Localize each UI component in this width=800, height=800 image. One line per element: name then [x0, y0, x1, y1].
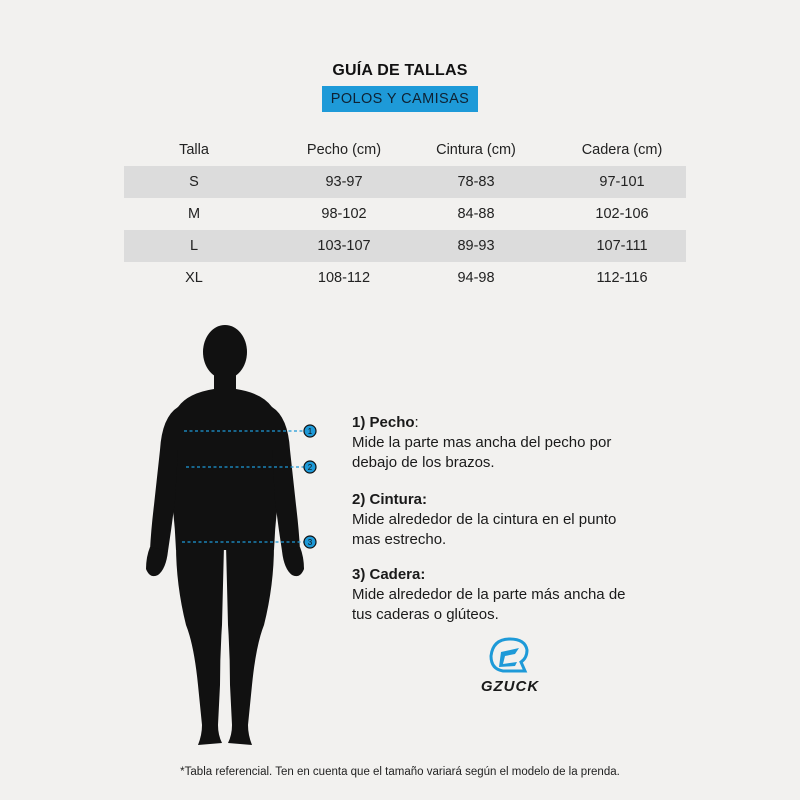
column-header-hip: Cadera (cm)	[581, 142, 663, 158]
marker-1	[304, 425, 316, 437]
waist-cell: 94-98	[457, 270, 495, 286]
waist-cell: 84-88	[457, 206, 495, 222]
instruction-text: Mide la parte mas ancha del pecho por	[352, 434, 612, 451]
instruction-text: debajo de los brazos.	[352, 454, 495, 471]
body-silhouette	[140, 325, 330, 755]
waist-cell: 89-93	[457, 238, 495, 254]
instruction-waist	[352, 490, 616, 550]
table-row	[124, 166, 686, 198]
instruction-chest	[352, 413, 611, 473]
size-table	[124, 134, 686, 294]
table-row	[124, 262, 686, 294]
gzuck-logo-icon	[455, 636, 565, 696]
logo-emblem	[491, 639, 527, 671]
size-cell: XL	[185, 270, 203, 286]
instruction-text: mas estrecho.	[352, 531, 447, 548]
marker-label: 2	[307, 463, 313, 472]
marker-3	[304, 536, 316, 548]
size-cell: L	[189, 238, 199, 254]
column-header-chest: Pecho (cm)	[306, 142, 382, 158]
table-header-row	[124, 134, 686, 166]
marker-2	[304, 461, 316, 473]
hip-cell: 97-101	[599, 174, 645, 190]
instruction-heading: 3) Cadera:	[352, 566, 426, 583]
size-cell: S	[189, 174, 199, 190]
table-row	[124, 230, 686, 262]
column-header-waist: Cintura (cm)	[436, 142, 516, 158]
chest-cell: 93-97	[325, 174, 363, 190]
instruction-hip	[352, 565, 626, 625]
category-banner: POLOS Y CAMISAS	[322, 86, 478, 112]
instruction-text: Mide alrededor de la cintura en el punto	[352, 511, 617, 528]
chest-cell: 98-102	[321, 206, 367, 222]
waist-cell: 78-83	[457, 174, 495, 190]
chest-cell: 108-112	[317, 270, 371, 286]
instruction-heading: 1) Pecho	[352, 414, 415, 431]
instruction-heading: 2) Cintura:	[352, 491, 427, 508]
disclaimer-footnote: *Tabla referencial. Ten en cuenta que el tamaño variará según el modelo de la prenda.	[180, 766, 620, 778]
brand-name: GZUCK	[480, 678, 540, 695]
hip-cell: 102-106	[595, 206, 649, 222]
marker-label: 1	[307, 427, 313, 436]
hip-cell: 107-111	[596, 238, 648, 254]
instruction-text: Mide alrededor de la parte más ancha de	[352, 586, 626, 603]
instruction-text: tus caderas o glúteos.	[352, 606, 499, 623]
hip-cell: 112-116	[596, 270, 648, 286]
column-header-size: Talla	[179, 142, 209, 158]
silhouette-body	[146, 325, 304, 745]
chest-cell: 103-107	[317, 238, 371, 254]
size-cell: M	[187, 206, 201, 222]
table-row	[124, 198, 686, 230]
page-title: GUÍA DE TALLAS	[332, 62, 468, 79]
instruction-heading-suffix: :	[414, 414, 419, 431]
marker-label: 3	[307, 538, 313, 547]
